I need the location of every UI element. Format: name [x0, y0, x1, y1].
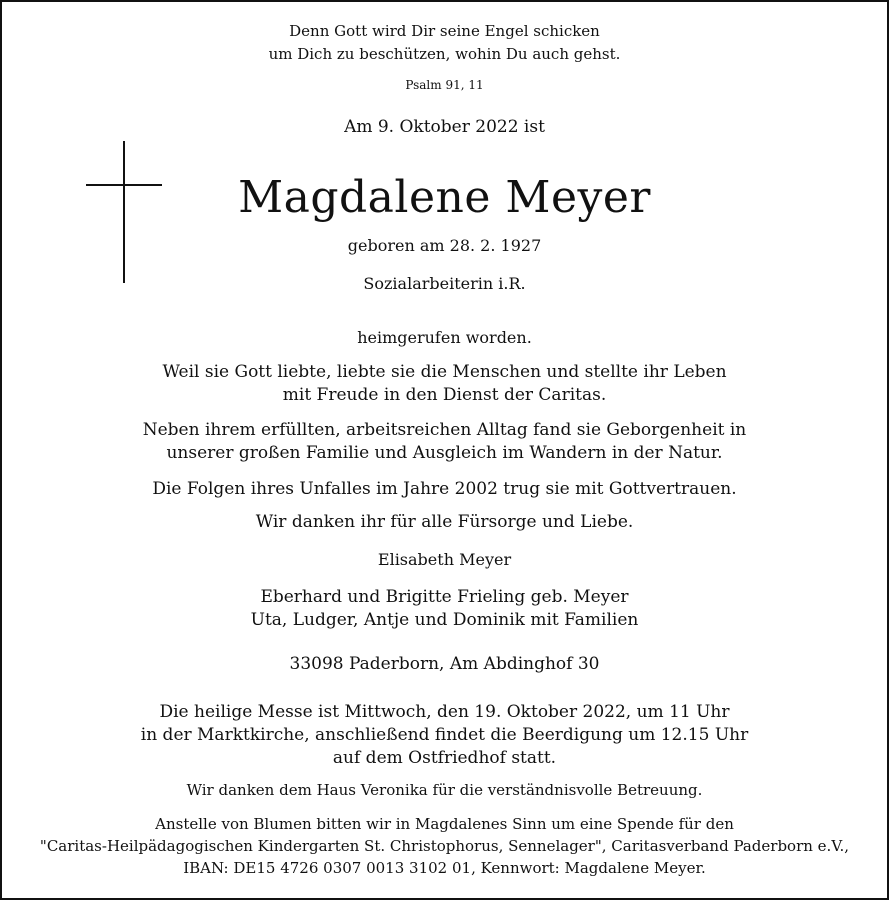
paragraph-2-line-1: Neben ihrem erfüllten, arbeitsreichen Alltag fand sie Geborgenheit in [142, 420, 747, 440]
address: 33098 Paderborn, Am Abdinghof 30 [289, 654, 600, 674]
verse-line-1: Denn Gott wird Dir seine Engel schicken [289, 22, 600, 40]
verse-reference: Psalm 91, 11 [405, 78, 484, 92]
donation-line-1: Anstelle von Blumen bitten wir in Magdalenes Sinn um eine Spende für den [155, 815, 734, 833]
occupation: Sozialarbeiterin i.R. [363, 274, 526, 293]
funeral-line-1: Die heilige Messe ist Mittwoch, den 19. Oktober 2022, um 11 Uhr [159, 702, 730, 722]
called-home-line: heimgerufen worden. [357, 328, 532, 347]
deceased-name: Magdalene Meyer [238, 172, 651, 223]
date-line: Am 9. Oktober 2022 ist [344, 117, 545, 137]
funeral-line-2: in der Marktkirche, anschließend findet die Beerdigung um 12.15 Uhr [140, 725, 749, 745]
family-line-3: Uta, Ludger, Antje und Dominik mit Familien [250, 610, 639, 630]
donation-line-3: IBAN: DE15 4726 0307 0013 3102 01, Kennwort: Magdalene Meyer. [183, 859, 706, 877]
family-line-1: Elisabeth Meyer [377, 550, 512, 569]
funeral-line-3: auf dem Ostfriedhof statt. [332, 748, 557, 768]
family-line-2: Eberhard und Brigitte Frieling geb. Meyer [260, 587, 629, 607]
paragraph-1-line-2: mit Freude in den Dienst der Caritas. [282, 385, 607, 405]
verse-line-2: um Dich zu beschützen, wohin Du auch gehst. [268, 45, 621, 63]
paragraph-1-line-1: Weil sie Gott liebte, liebte sie die Menschen und stellte ihr Leben [162, 362, 727, 382]
paragraph-4: Wir danken ihr für alle Fürsorge und Liebe. [255, 512, 634, 532]
paragraph-3: Die Folgen ihres Unfalles im Jahre 2002 trug sie mit Gottvertrauen. [152, 479, 737, 499]
paragraph-2-line-2: unserer großen Familie und Ausgleich im Wandern in der Natur. [166, 443, 723, 463]
donation-line-2: "Caritas-Heilpädagogischen Kindergarten St. Christophorus, Sennelager", Caritasverband Paderborn e.V., [39, 837, 850, 855]
thanks-line: Wir danken dem Haus Veronika für die verständnisvolle Betreuung. [186, 781, 703, 799]
birth-date: geboren am 28. 2. 1927 [347, 236, 542, 255]
